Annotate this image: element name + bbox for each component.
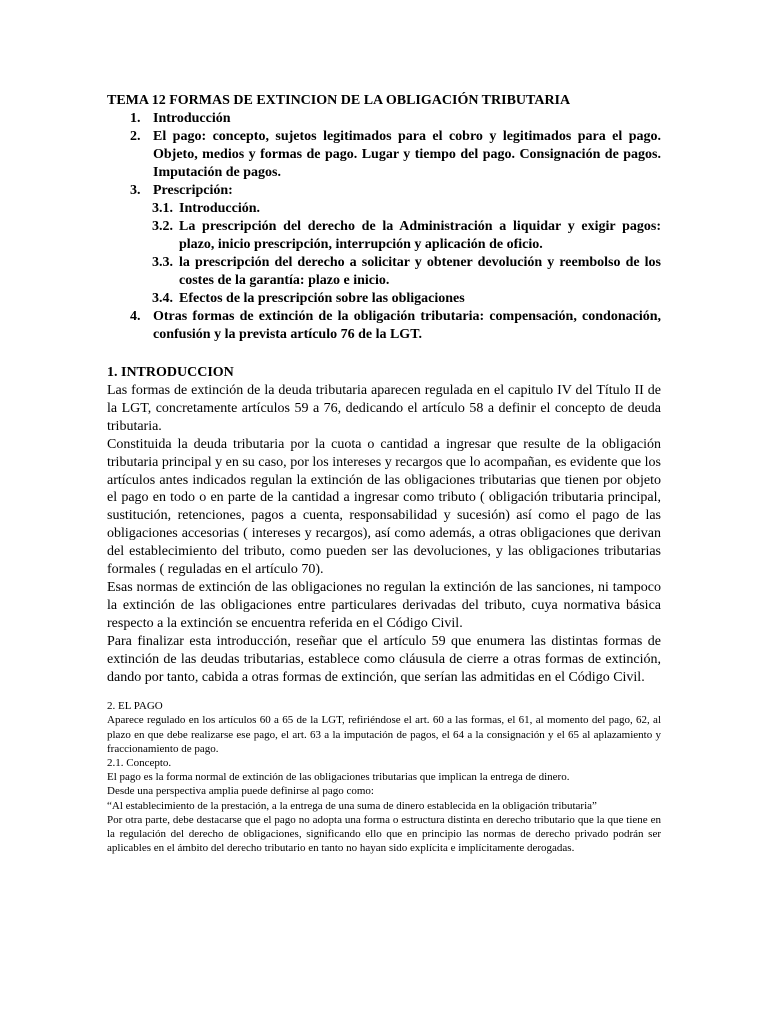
toc-number: 1. [130,111,141,126]
toc-subitem [107,200,661,218]
toc-text: Introducción [153,111,231,126]
toc-text: La prescripción del derecho de la Administración a liquidar y exigir pagos: plazo, inicio prescripción, interrupción y aplicación de oficio. [179,219,661,252]
toc-number: 4. [130,309,141,324]
toc-text: Otras formas de extinción de la obligación tributaria: compensación, condonación, confusión y la prevista artículo 76 de la LGT. [153,309,661,342]
toc-item [107,182,661,200]
toc-number: 3.2. [152,219,173,234]
toc-subitem [107,290,661,308]
toc-text: Efectos de la prescripción sobre las obligaciones [179,291,465,306]
section-heading: 2. EL PAGO [107,700,163,713]
toc-text: El pago: concepto, sujetos legitimados para el cobro y legitimados para el pago. Objeto, medios y formas de pago. Lugar y tiempo del pago. Consignación de pagos. Imputación de pagos. [153,129,661,180]
toc-number: 2. [130,129,141,144]
paragraph: Por otra parte, debe destacarse que el pago no adopta una forma o estructura distinta en derecho tributario que la que tiene en la regulación del derecho de obligaciones, significando ello que en principio las normas de derecho privado podrán ser aplicables en el ámbito del derecho tributario en tanto no hayan sido explícita e implícitamente derogadas. [107,813,661,855]
toc-item [107,110,661,128]
table-of-contents [107,110,661,344]
document-page [107,92,661,855]
toc-subitem [107,254,661,290]
toc-text: Introducción. [179,201,261,216]
toc-subitem [107,218,661,254]
toc-item [107,308,661,344]
subsection-heading: 2.1. Concepto. [107,757,172,770]
toc-item [107,128,661,182]
toc-number: 3.1. [152,201,173,216]
toc-text: Prescripción: [153,183,233,198]
paragraph: Desde una perspectiva amplia puede definirse al pago como: [107,785,374,798]
toc-number: 3.3. [152,255,173,270]
paragraph: Para finalizar esta introducción, reseñar que el artículo 59 que enumera las distintas formas de extinción de las deudas tributarias, establece como cláusula de cierre a otras formas de extinción, dando por tanto, cabida a otras formas de extinción, que serían las admitidas en el Código Civil. [107,633,661,685]
paragraph: Aparece regulado en los artículos 60 a 65 de la LGT, refiriéndose el art. 60 a las formas, el 61, al momento del pago, 62, al plazo en que debe realizarse ese pago, el art. 63 a la imputación de pagos, el 64 a la consignación y el 65 al aplazamiento y fraccionamiento de pago. [107,714,661,755]
paragraph: Las formas de extinción de la deuda tributaria aparecen regulada en el capitulo IV del Título II de la LGT, concretamente artículos 59 a 76, dedicando el artículo 58 a definir el concepto de deuda tributaria. [107,383,661,434]
document-title: TEMA 12 FORMAS DE EXTINCION DE LA OBLIGACIÓN TRIBUTARIA [107,93,571,108]
toc-text: la prescripción del derecho a solicitar y obtener devolución y reembolso de los costes de la garantía: plazo e inicio. [179,255,661,288]
paragraph: El pago es la forma normal de extinción de las obligaciones tributarias que implican la entrega de dinero. [107,771,570,784]
paragraph: Constituida la deuda tributaria por la cuota o cantidad a ingresar que resulte de la obligación tributaria principal y en su caso, por los intereses y recargos que lo acompañan, es evidente que los artículos antes indicados regulan la extinción de las obligaciones tributarias que tienen por objeto el pago en todo o en parte de la cantidad a ingresar como tributo ( obligación tributaria principal, sustitución, retenciones, pagos a cuenta, responsabilidad y sucesión) así como el pago de las obligaciones accesorias ( intereses y recargos), así como además, a otras obligaciones que derivan del establecimiento del tributo, como pueden ser las devoluciones, y las obligaciones tributarias formales ( reguladas en el artículo 70). [107,436,661,578]
section-heading: 1. INTRODUCCION [107,365,234,380]
toc-number: 3. [130,183,141,198]
toc-number: 3.4. [152,291,173,306]
quote: “Al establecimiento de la prestación, a la entrega de una suma de dinero establecida en la obligación tributaria” [107,799,597,812]
paragraph: Esas normas de extinción de las obligaciones no regulan la extinción de las sanciones, ni tampoco la extinción de las obligaciones entre particulares derivadas del tributo, cuya normativa básica respecto a la extinción se encuentra referida en el Código Civil. [107,579,661,631]
